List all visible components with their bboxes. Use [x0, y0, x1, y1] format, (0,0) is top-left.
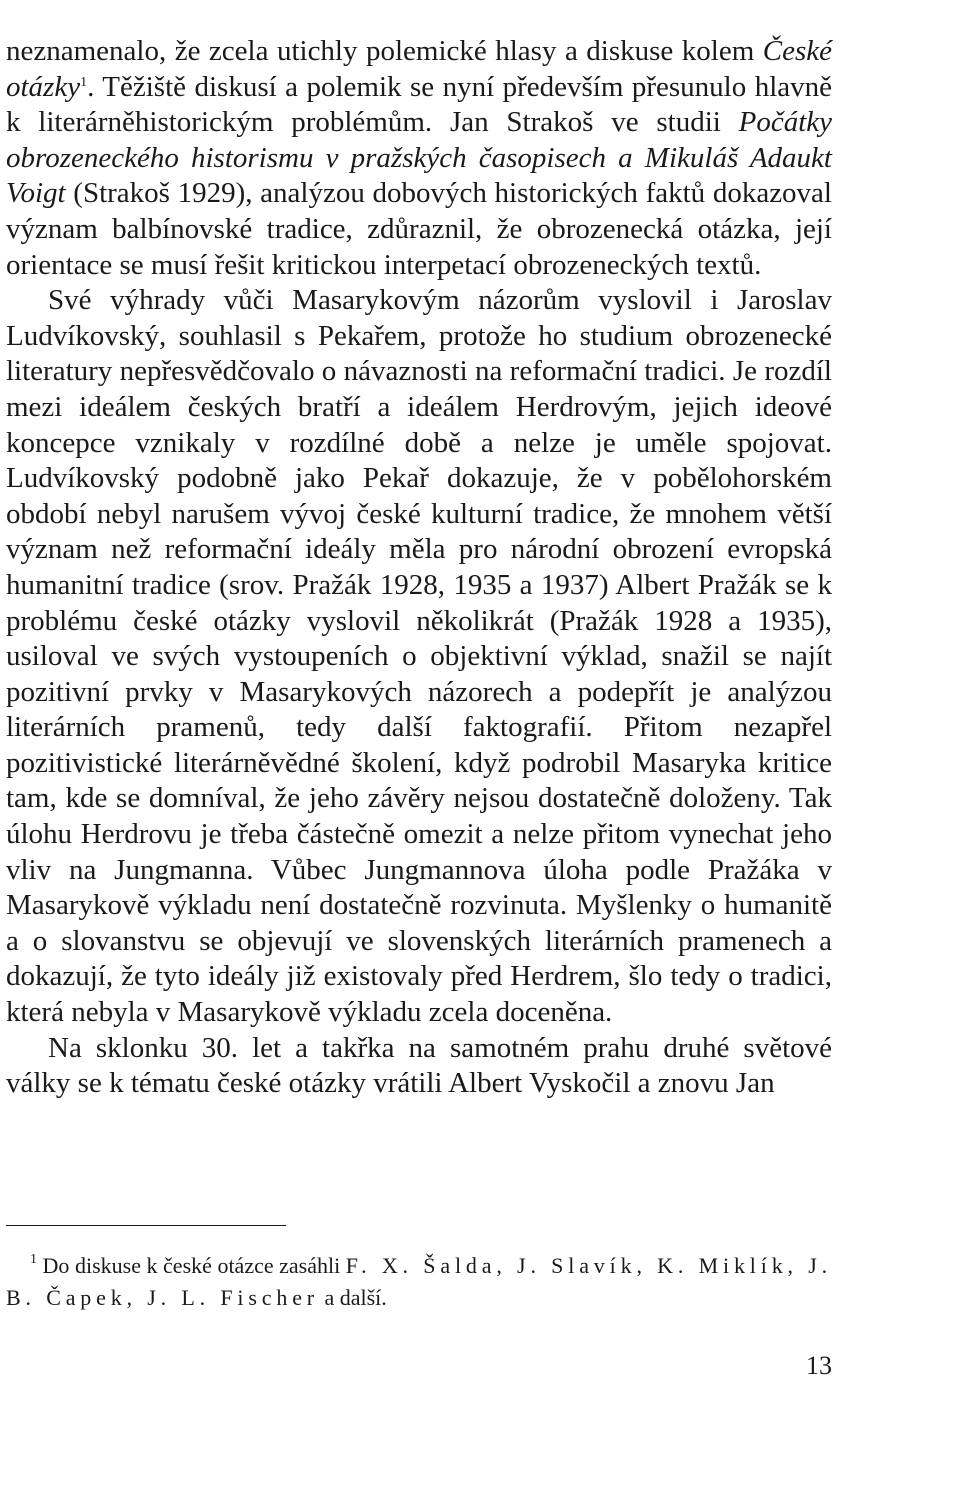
text-run: Své výhrady vůči Masarykovým názorům vyslovil i Jaroslav Ludvíkovský, souhlasil s Pekařem, protože ho studium obrozenecké literatury nepřesvědčovalo o návaznosti na reformační tradici. Je rozdíl mezi ideálem českých bratří a ideálem Herdrovým, jejich ideové koncepce vznikaly v rozdílné době a nelze je uměle spojovat. Ludvíkovský podobně jako Pekař dokazuje, že v pobělohorském období nebyl narušem vývoj české kulturní tradice, že mnohem větší význam než reformační ideály měla pro národní obrození evropská humanitní tradice (srov. Pražák 1928, 1935 a 1937) Albert Pražák se k problému české otázky vyslovil několikrát (Pražák 1928 a 1935), usiloval ve svých vystoupeních o objektivní výklad, snažil se najít pozitivní prvky v Masarykových názorech a podepřít je analýzou literárních pramenů, tedy další faktografií. Přitom nezapřel pozitivistické literárněvědné školení, když podrobil Masaryka kritice tam, kde se domníval, že jeho závěry nejsou dostatečně doloženy. Tak úlohu Herdrovu je třeba částečně omezit a nelze přitom vynechat jeho vliv na Jungmanna. Vůbec Jungmannova úloha podle Pražáka v Masarykově výkladu není dostatečně rozvinuta. Myšlenky o humanitě a o slovanstvu se objevují ve slovenských literárních pramenech a dokazují, že tyto ideály již existovaly před Herdrem, šlo tedy o tradici, která nebyla v Masarykově výkladu zcela doceněna.	[6, 284, 832, 1029]
footnote-separator	[6, 1225, 286, 1226]
footnote	[6, 1250, 832, 1314]
footnote-text-run: Do diskuse k české otázce zasáhli	[37, 1253, 346, 1278]
body-paragraph	[6, 34, 832, 283]
footnote-names: F. X. Šalda, J. Slavík, K. Miklík, J. B. Čapek, J. L. Fischer	[6, 1253, 833, 1310]
italic-title: Počátky obrozeneckého historismu v pražských časopisech a Mikuláš Adaukt Voigt	[6, 106, 832, 210]
text-run: neznamenalo, že zcela utichly polemické hlasy a diskuse kolem	[6, 35, 763, 67]
footnote-reference: 1	[80, 74, 88, 90]
body-text	[6, 34, 832, 1102]
body-paragraph	[6, 1031, 832, 1102]
text-run: . Těžiště diskusí a polemik se nyní především přesunulo hlavně k literárněhistorickým problémům. Jan Strakoš ve studii	[6, 70, 832, 139]
body-paragraph	[6, 283, 832, 1030]
text-run: (Strakoš 1929), analýzou dobových historických faktů dokazoval význam balbínovské tradice, zdůraznil, že obrozenecká otázka, její orientace se musí řešit kritickou interpetací obrozeneckých textů.	[6, 177, 832, 281]
italic-title: České otázky	[6, 35, 832, 103]
footnote-mark: 1	[30, 1252, 37, 1267]
footnote-paragraph	[6, 1250, 832, 1314]
page-number: 13	[806, 1351, 832, 1380]
footnote-text	[6, 1253, 832, 1310]
text-run: Na sklonku 30. let a takřka na samotném prahu druhé světové války se k tématu české otázky vrátili Albert Vyskočil a znovu Jan	[6, 1031, 832, 1100]
footnote-text-run: a další.	[318, 1285, 387, 1310]
